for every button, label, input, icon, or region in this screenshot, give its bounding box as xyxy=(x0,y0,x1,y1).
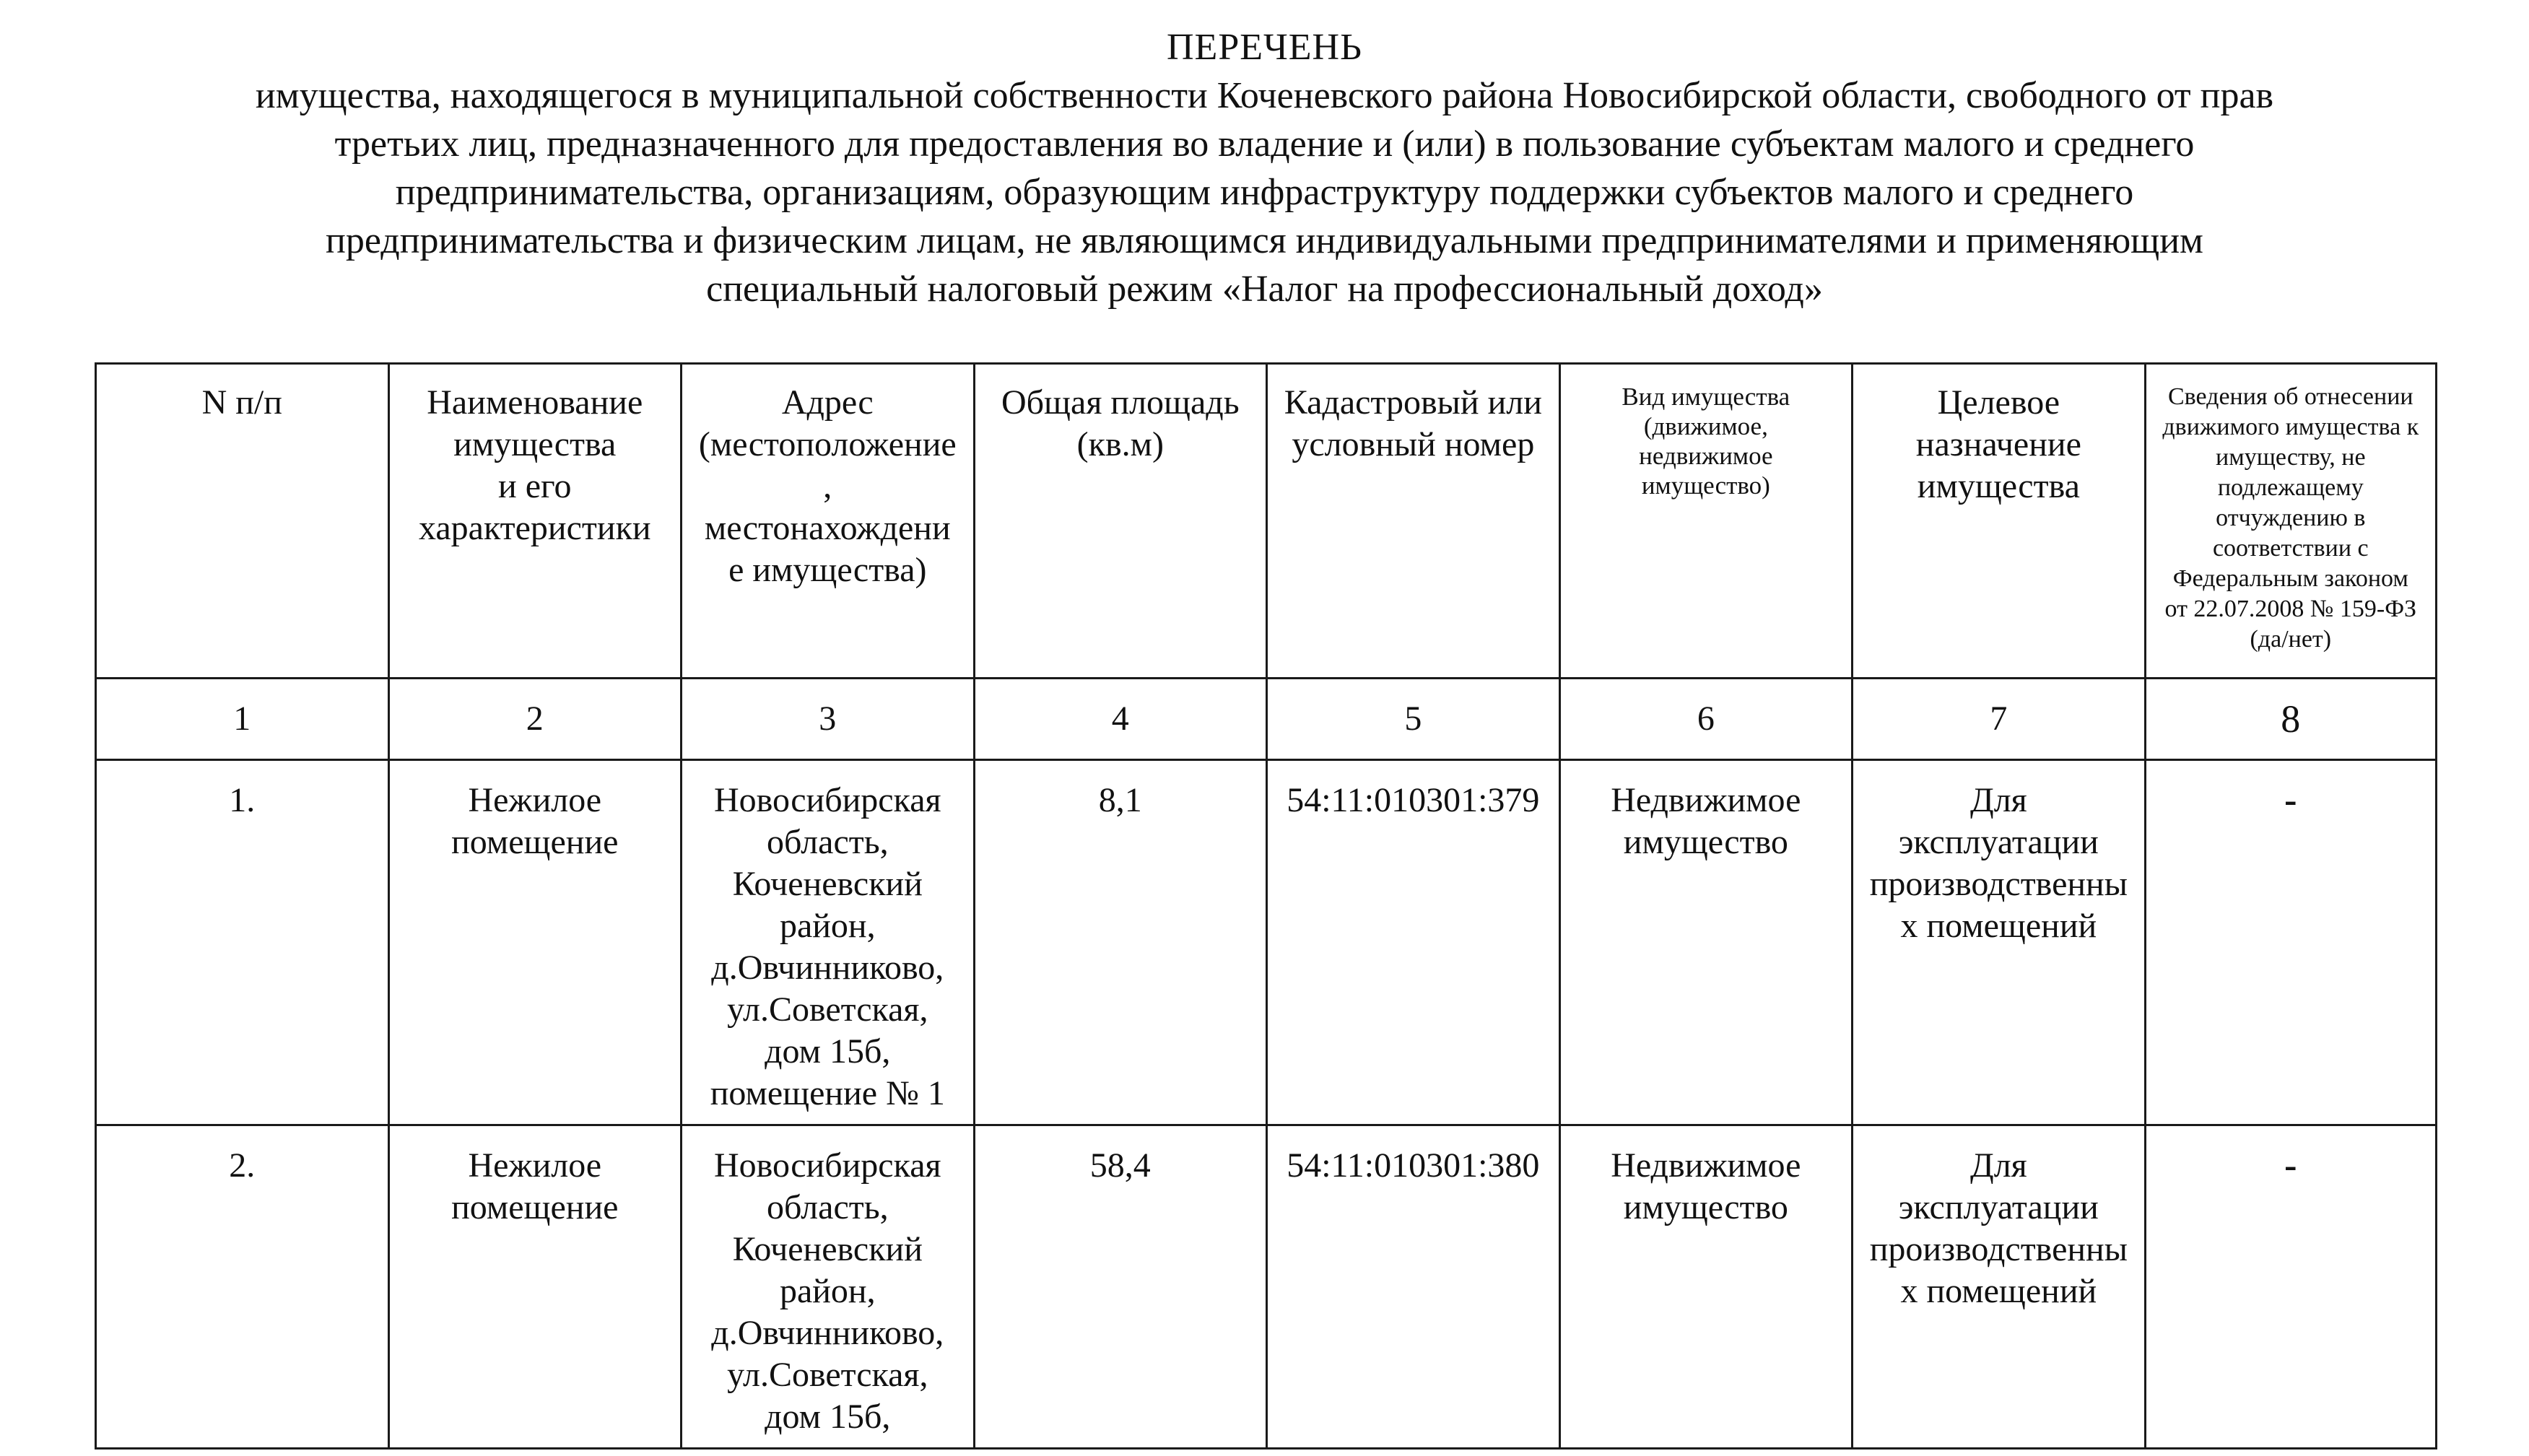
cell-text-line: Для xyxy=(1969,781,2027,819)
header-text-line: движимого имущества к xyxy=(2162,414,2419,440)
cell-text-line: эксплуатации xyxy=(1898,1188,2099,1226)
document-subtitle-line: предпринимательства и физическим лицам, не являющимся индивидуальными предпринимателями и применяющим xyxy=(326,220,2203,261)
cell-text-line: Новосибирская xyxy=(714,781,941,819)
header-text-line: условный номер xyxy=(1292,425,1535,463)
header-text-line: , xyxy=(823,467,832,505)
table-header-row xyxy=(96,364,2437,679)
column-number-row xyxy=(96,679,2437,760)
property-name-cell xyxy=(388,760,682,1125)
column-number: 4 xyxy=(974,679,1267,760)
header-text-line: и его xyxy=(498,467,572,505)
header-text-line: Адрес xyxy=(781,383,874,422)
purpose-cell xyxy=(1853,1125,2146,1449)
cell-text-line: дом 15б, xyxy=(765,1398,891,1436)
header-text-line: местонахождени xyxy=(704,509,951,547)
document-title: ПЕРЕЧЕНЬ xyxy=(1167,27,1362,68)
column-header-property-kind xyxy=(1559,364,1853,679)
cell-text-line: область, xyxy=(766,823,889,861)
header-text-line: (местоположение xyxy=(698,425,957,463)
header-text-line: подлежащему xyxy=(2217,474,2364,501)
cell-text-line: дом 15б, xyxy=(765,1032,891,1071)
cell-text-line: х помещений xyxy=(1900,907,2097,945)
address-cell xyxy=(682,1125,975,1449)
header-text-line: характеристики xyxy=(418,509,651,547)
column-header-movable-info xyxy=(2145,364,2436,679)
header-text-line: имуществу, не xyxy=(2216,444,2366,471)
column-header-number xyxy=(96,364,389,679)
header-text-line: недвижимое xyxy=(1639,442,1773,470)
cadastral-number-cell: 54:11:010301:379 xyxy=(1267,760,1560,1125)
cell-text-line: ул.Советская, xyxy=(727,1356,928,1394)
table-row xyxy=(96,1125,2437,1449)
header-text-line: отчуждению в xyxy=(2216,505,2366,531)
row-number-cell: 2. xyxy=(96,1125,389,1449)
cell-text-line: Коченевский xyxy=(732,1230,923,1268)
cell-text-line: Для xyxy=(1969,1146,2027,1185)
document-subtitle-line: специальный налоговый режим «Налог на профессиональный доход» xyxy=(706,269,1823,310)
cell-text-line: производственны xyxy=(1869,865,2128,903)
cell-text-line: Недвижимое xyxy=(1611,781,1801,819)
column-header-cadastral xyxy=(1267,364,1560,679)
column-number: 2 xyxy=(388,679,682,760)
cell-text-line: ул.Советская, xyxy=(727,990,928,1029)
purpose-cell xyxy=(1853,760,2146,1125)
cell-text-line: помещение xyxy=(451,1188,619,1226)
cell-text-line: Нежилое xyxy=(468,781,602,819)
cell-text-line: эксплуатации xyxy=(1898,823,2099,861)
column-number: 1 xyxy=(96,679,389,760)
cell-text-line: производственны xyxy=(1869,1230,2128,1268)
header-text-line: Целевое xyxy=(1937,383,2060,422)
cell-text-line: район, xyxy=(779,1272,876,1310)
cell-text-line: имущество xyxy=(1623,823,1788,861)
property-kind-cell xyxy=(1559,1125,1853,1449)
header-text-line: Кадастровый или xyxy=(1284,383,1542,422)
cell-text-line: Коченевский xyxy=(732,865,923,903)
column-header-name xyxy=(388,364,682,679)
cell-text-line: Недвижимое xyxy=(1611,1146,1801,1185)
table-row xyxy=(96,760,2437,1125)
column-header-purpose xyxy=(1853,364,2146,679)
document-subtitle-line: третьих лиц, предназначенного для предоставления во владение и (или) в пользование субъектам малого и среднего xyxy=(334,123,2195,165)
cell-text-line: помещение № 1 xyxy=(710,1074,945,1112)
document-subtitle-line: имущества, находящегося в муниципальной собственности Коченевского района Новосибирской области, свободного от прав xyxy=(255,75,2274,116)
header-text-line: от 22.07.2008 № 159-ФЗ xyxy=(2164,596,2417,622)
cell-text-line: Нежилое xyxy=(468,1146,602,1185)
column-header-address xyxy=(682,364,975,679)
property-name-cell xyxy=(388,1125,682,1449)
header-text-line: е имущества) xyxy=(728,551,927,589)
row-number-cell: 1. xyxy=(96,760,389,1125)
movable-info-cell: - xyxy=(2145,1125,2436,1449)
header-text-line: имущества xyxy=(453,425,617,463)
header-text-line: Вид имущества xyxy=(1622,383,1790,411)
cell-text-line: помещение xyxy=(451,823,619,861)
cell-text-line: х помещений xyxy=(1900,1272,2097,1310)
header-text-line: Федеральным законом xyxy=(2172,565,2408,592)
cell-text-line: Новосибирская xyxy=(714,1146,941,1185)
header-text-line: имущество) xyxy=(1641,471,1770,500)
property-registry-table xyxy=(95,362,2437,1450)
document-subtitle-line: предпринимательства, организациям, образующим инфраструктуру поддержки субъектов малого и среднего xyxy=(395,172,2134,213)
property-kind-cell xyxy=(1559,760,1853,1125)
column-number: 3 xyxy=(682,679,975,760)
cell-text-line: район, xyxy=(779,907,876,945)
header-text-line: назначение xyxy=(1915,425,2081,463)
area-cell: 8,1 xyxy=(974,760,1267,1125)
column-number: 7 xyxy=(1853,679,2146,760)
cadastral-number-cell: 54:11:010301:380 xyxy=(1267,1125,1560,1449)
cell-text-line: область, xyxy=(766,1188,889,1226)
area-cell: 58,4 xyxy=(974,1125,1267,1449)
column-number: 5 xyxy=(1267,679,1560,760)
header-text-line: (да/нет) xyxy=(2250,626,2332,653)
header-text-line: Наименование xyxy=(427,383,643,422)
header-text-line: (движимое, xyxy=(1643,412,1768,440)
movable-info-cell: - xyxy=(2145,760,2436,1125)
header-text-line: (кв.м) xyxy=(1076,425,1164,463)
column-number: 8 xyxy=(2145,679,2436,760)
header-text-line: Сведения об отнесении xyxy=(2167,383,2413,410)
cell-text-line: имущество xyxy=(1623,1188,1788,1226)
cell-text-line: д.Овчинниково, xyxy=(711,1314,944,1352)
header-text-line: соответствии с xyxy=(2212,535,2369,562)
cell-text-line: д.Овчинниково, xyxy=(711,949,944,987)
column-header-area xyxy=(974,364,1267,679)
header-text-line: N п/п xyxy=(201,383,282,422)
column-number: 6 xyxy=(1559,679,1853,760)
document-heading xyxy=(0,23,2529,313)
address-cell xyxy=(682,760,975,1125)
header-text-line: имущества xyxy=(1917,467,2080,505)
header-text-line: Общая площадь xyxy=(1001,383,1240,422)
